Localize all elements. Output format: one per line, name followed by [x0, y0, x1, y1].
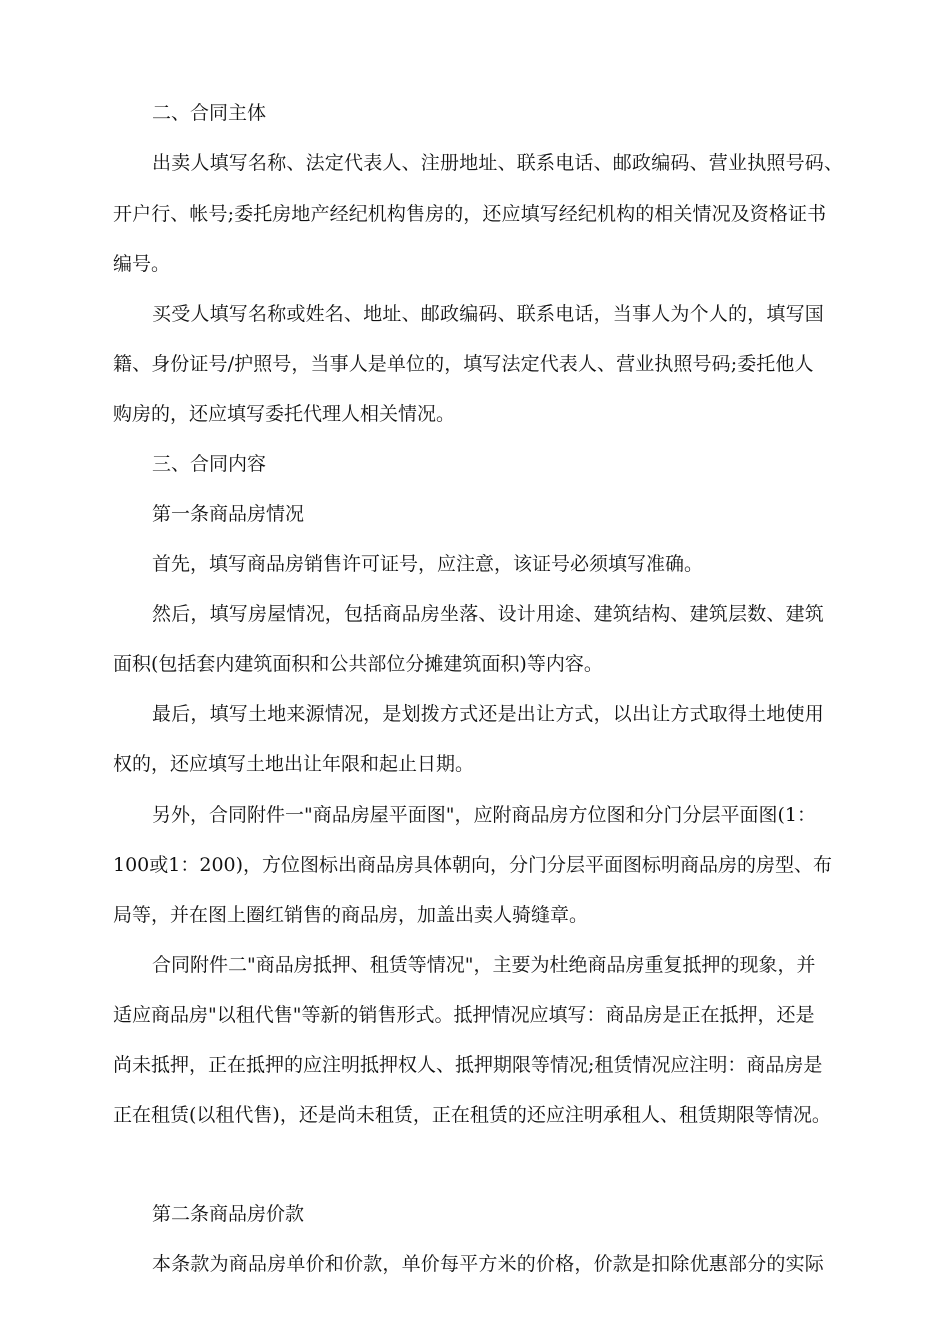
- paragraph-seller-line: 出卖人填写名称、法定代表人、注册地址、联系电话、邮政编码、营业执照号码、: [152, 152, 844, 174]
- section-heading-contract-content: 三、合同内容: [152, 453, 267, 475]
- article-2-title: 第二条商品房价款: [152, 1203, 305, 1225]
- paragraph-then-line: 面积(包括套内建筑面积和公共部位分摊建筑面积)等内容。: [113, 653, 603, 675]
- paragraph-annex2-line: 合同附件二"商品房抵押、租赁等情况"，主要为杜绝商品房重复抵押的现象，并: [152, 954, 816, 976]
- paragraph-last-line: 权的，还应填写土地出让年限和起止日期。: [113, 753, 475, 775]
- paragraph-seller-line: 编号。: [113, 253, 171, 275]
- paragraph-annex2-line: 适应商品房"以租代售"等新的销售形式。抵押情况应填写：商品房是正在抵押，还是: [113, 1004, 815, 1026]
- section-heading-contract-parties: 二、合同主体: [152, 102, 267, 124]
- paragraph-then-line: 然后，填写房屋情况，包括商品房坐落、设计用途、建筑结构、建筑层数、建筑: [152, 603, 825, 625]
- paragraph-buyer-line: 买受人填写名称或姓名、地址、邮政编码、联系电话，当事人为个人的，填写国: [152, 303, 825, 325]
- paragraph-annex1-line: 100或1：200)，方位图标出商品房具体朝向，分门分层平面图标明商品房的房型、布: [113, 854, 833, 876]
- paragraph-annex2-line: 尚未抵押，正在抵押的应注明抵押权人、抵押期限等情况;租赁情况应注明：商品房是: [113, 1054, 823, 1076]
- article-1-title: 第一条商品房情况: [152, 503, 305, 525]
- paragraph-seller-line: 开户行、帐号;委托房地产经纪机构售房的，还应填写经纪机构的相关情况及资格证书: [113, 203, 827, 225]
- paragraph-annex2-line: 正在租赁(以租代售)，还是尚未租赁，正在租赁的还应注明承租人、租赁期限等情况。: [113, 1104, 831, 1126]
- paragraph-last-line: 最后，填写土地来源情况，是划拨方式还是出让方式，以出让方式取得土地使用: [152, 703, 825, 725]
- paragraph-annex1-line: 另外，合同附件一"商品房屋平面图"，应附商品房方位图和分门分层平面图(1：: [152, 804, 816, 826]
- paragraph-first: 首先，填写商品房销售许可证号，应注意，该证号必须填写准确。: [152, 553, 704, 575]
- paragraph-buyer-line: 购房的，还应填写委托代理人相关情况。: [113, 403, 456, 425]
- paragraph-annex1-line: 局等，并在图上圈红销售的商品房，加盖出卖人骑缝章。: [113, 904, 589, 926]
- paragraph-price: 本条款为商品房单价和价款，单价每平方米的价格，价款是扣除优惠部分的实际: [152, 1253, 825, 1275]
- paragraph-buyer-line: 籍、身份证号/护照号，当事人是单位的，填写法定代表人、营业执照号码;委托他人: [113, 353, 814, 375]
